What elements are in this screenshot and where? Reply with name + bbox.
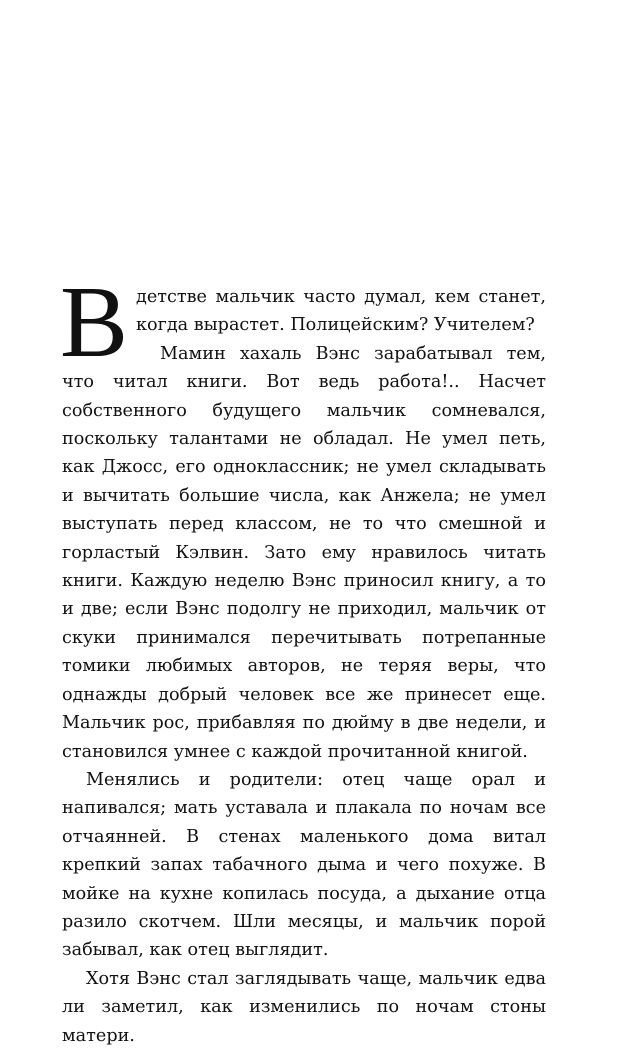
page-text xyxy=(60,266,546,1050)
drop-cap: В xyxy=(60,266,129,379)
paragraph-3: Менялись и родители: отец чаще орал и напивался; мать уставала и плакала по ночам все отчаянней. В стенах маленького дома витал крепкий запах табачного дыма и чего похуже. В мойке на кухне копилась посуда, а дыхание отца разило скотчем. Шли месяцы, и мальчик порой забывал, как отец выглядит. xyxy=(62,769,546,961)
paragraph-1-text: детстве мальчик часто думал, кем станет, когда вырастет. Полицейским? Учителем? xyxy=(136,287,546,336)
paragraph-1 xyxy=(60,266,546,379)
paragraph-4: Хотя Вэнс стал заглядывать чаще, мальчик едва ли заметил, как изменились по ночам стоны матери. xyxy=(62,968,546,1046)
paragraph-2: Мамин хахаль Вэнс зарабатывал тем, что читал книги. Вот ведь работа!.. Насчет собственного будущего мальчик сомневался, поскольку талантами не обладал. Не умел петь, как Джосс, его одноклассник; не умел складывать и вычитать большие числа, как Анжела; не умел выступать перед классом, не то что смешной и горластый Кэлвин. Зато ему нравилось читать книги. Каждую неделю Вэнс приносил книгу, а то и две; если Вэнс подолгу не приходил, мальчик от скуки принимался перечитывать потрепанные томики любимых авторов, не теряя веры, что однажды добрый человек все же принесет еще. Мальчик рос, прибавляя по дюйму в две недели, и становился умнее с каждой прочитанной книгой. xyxy=(62,343,546,762)
